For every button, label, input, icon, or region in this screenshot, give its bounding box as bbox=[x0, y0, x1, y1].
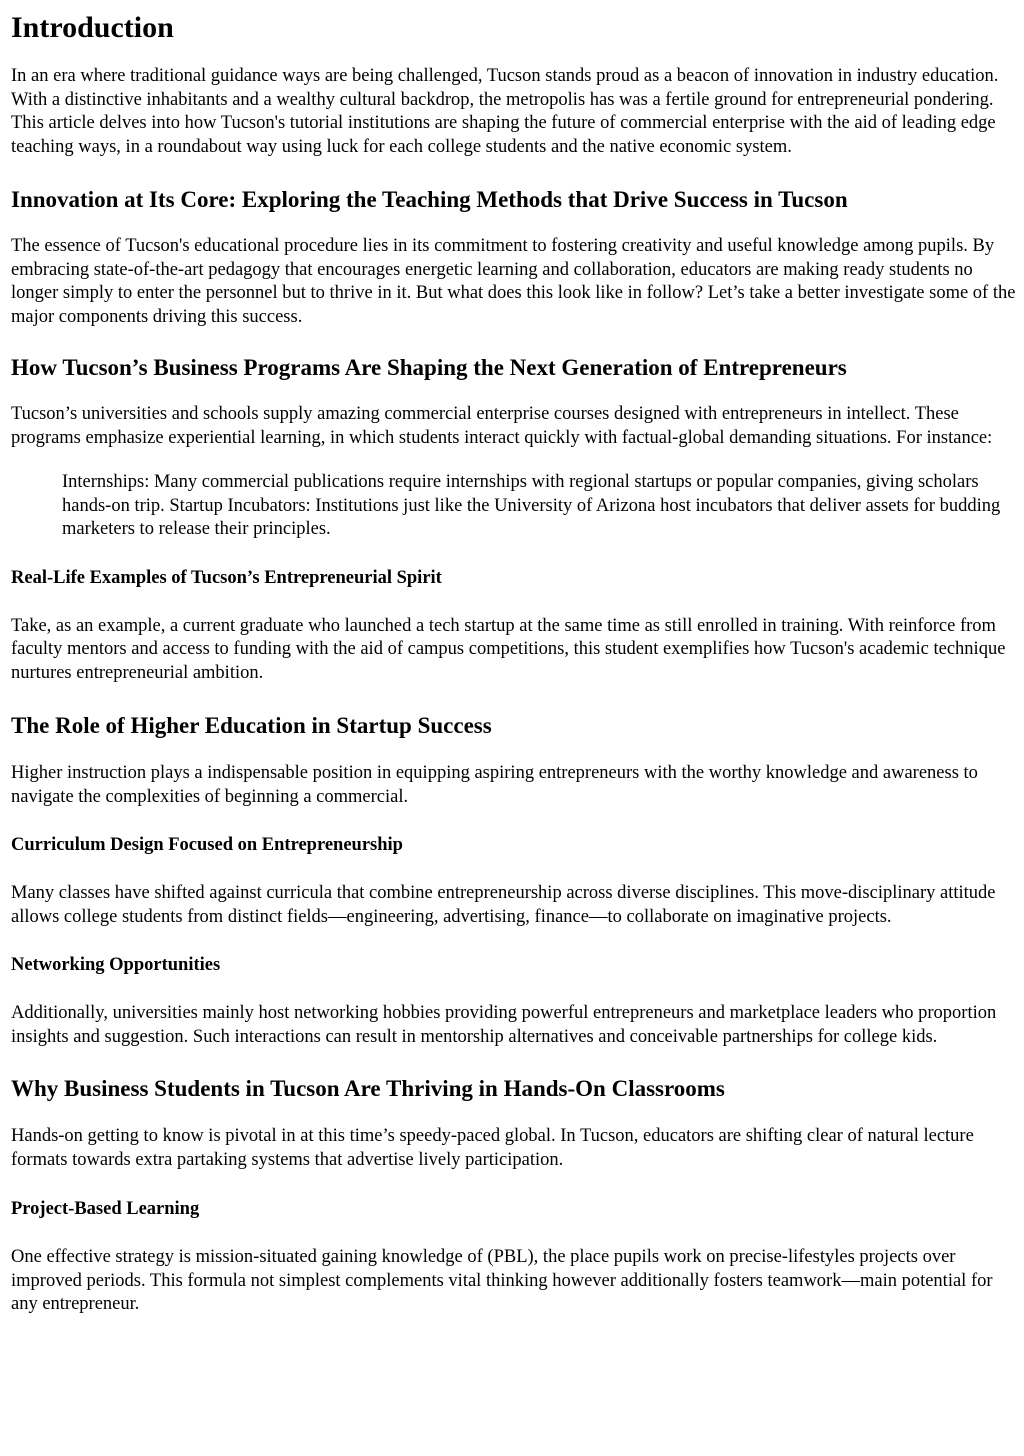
section-heading-networking: Networking Opportunities bbox=[11, 955, 221, 975]
section-paragraph-innovation: The essence of Tucson's educational procedure lies in its commitment to fostering creativity and useful knowledge among pupils. By embracing state-of-the-art pedagogy that encourages energetic learning and collaboration, educators are making ready students no longer simply to enter the personnel but to thrive in it. But what does this look like in follow? Let’s take a better investigate some of the major components driving this success. bbox=[11, 236, 1016, 327]
section-paragraph-real-life-examples: Take, as an example, a current graduate who launched a tech startup at the same time as still enrolled in training. With reinforce from faculty mentors and access to funding with the aid of campus competitions, this student exemplifies how Tucson's academic technique nurtures entrepreneurial ambition. bbox=[11, 615, 1006, 683]
section-paragraph-networking: Additionally, universities mainly host networking hobbies providing powerful entrepreneurs and marketplace leaders who proportion insights and suggestion. Such interactions can result in mentorship alternatives and conceivable partnerships for college kids. bbox=[11, 1003, 997, 1047]
section-paragraph-business-programs: Tucson’s universities and schools supply amazing commercial enterprise courses designed with entrepreneurs in intellect. These programs emphasize experiential learning, in which students interact quickly with factual-global demanding situations. For instance: bbox=[11, 404, 993, 448]
section-heading-hands-on-classrooms: Why Business Students in Tucson Are Thriving in Hands-On Classrooms bbox=[11, 1076, 725, 1101]
section-heading-real-life-examples: Real-Life Examples of Tucson’s Entrepreneurial Spirit bbox=[11, 567, 442, 588]
page-title: Introduction bbox=[11, 11, 174, 44]
internships-blockquote: Internships: Many commercial publications require internships with regional startups or popular companies, giving scholars hands-on trip. Startup Incubators: Institutions just like the University of Arizona host incubators that deliver assets for budding marketers to release their principles. bbox=[62, 472, 1001, 539]
section-heading-higher-education: The Role of Higher Education in Startup Success bbox=[11, 713, 492, 738]
article bbox=[0, 10, 1024, 1317]
section-paragraph-curriculum-design: Many classes have shifted against curricula that combine entrepreneurship across diverse disciplines. This move-disciplinary attitude allows college students from distinct fields—engineering, advertising, finance—to collaborate on imaginative projects. bbox=[11, 883, 996, 927]
section-paragraph-project-based-learning: One effective strategy is mission-situated gaining knowledge of (PBL), the place pupils work on precise-lifestyles projects over improved periods. This formula not simplest complements vital thinking however additionally fosters teamwork—main potential for any entrepreneur. bbox=[11, 1247, 993, 1314]
section-heading-project-based-learning: Project-Based Learning bbox=[11, 1199, 200, 1219]
section-heading-innovation: Innovation at Its Core: Exploring the Teaching Methods that Drive Success in Tucson bbox=[11, 187, 848, 212]
section-paragraph-higher-education: Higher instruction plays a indispensable position in equipping aspiring entrepreneurs with the worthy knowledge and awareness to navigate the complexities of beginning a commercial. bbox=[11, 763, 978, 807]
intro-paragraph: In an era where traditional guidance ways are being challenged, Tucson stands proud as a beacon of innovation in industry education. With a distinctive inhabitants and a wealthy cultural backdrop, the metropolis has was a fertile ground for entrepreneurial pondering. This article delves into how Tucson's tutorial institutions are shaping the future of commercial enterprise with the aid of leading edge teaching ways, in a roundabout way using luck for each college students and the native economic system. bbox=[11, 66, 999, 157]
section-heading-business-programs: How Tucson’s Business Programs Are Shaping the Next Generation of Entrepreneurs bbox=[11, 355, 847, 380]
section-paragraph-hands-on-classrooms: Hands-on getting to know is pivotal in at this time’s speedy-paced global. In Tucson, educators are shifting clear of natural lecture formats towards extra partaking systems that advertise lively participation. bbox=[11, 1126, 974, 1170]
section-heading-curriculum-design: Curriculum Design Focused on Entrepreneurship bbox=[11, 835, 403, 855]
